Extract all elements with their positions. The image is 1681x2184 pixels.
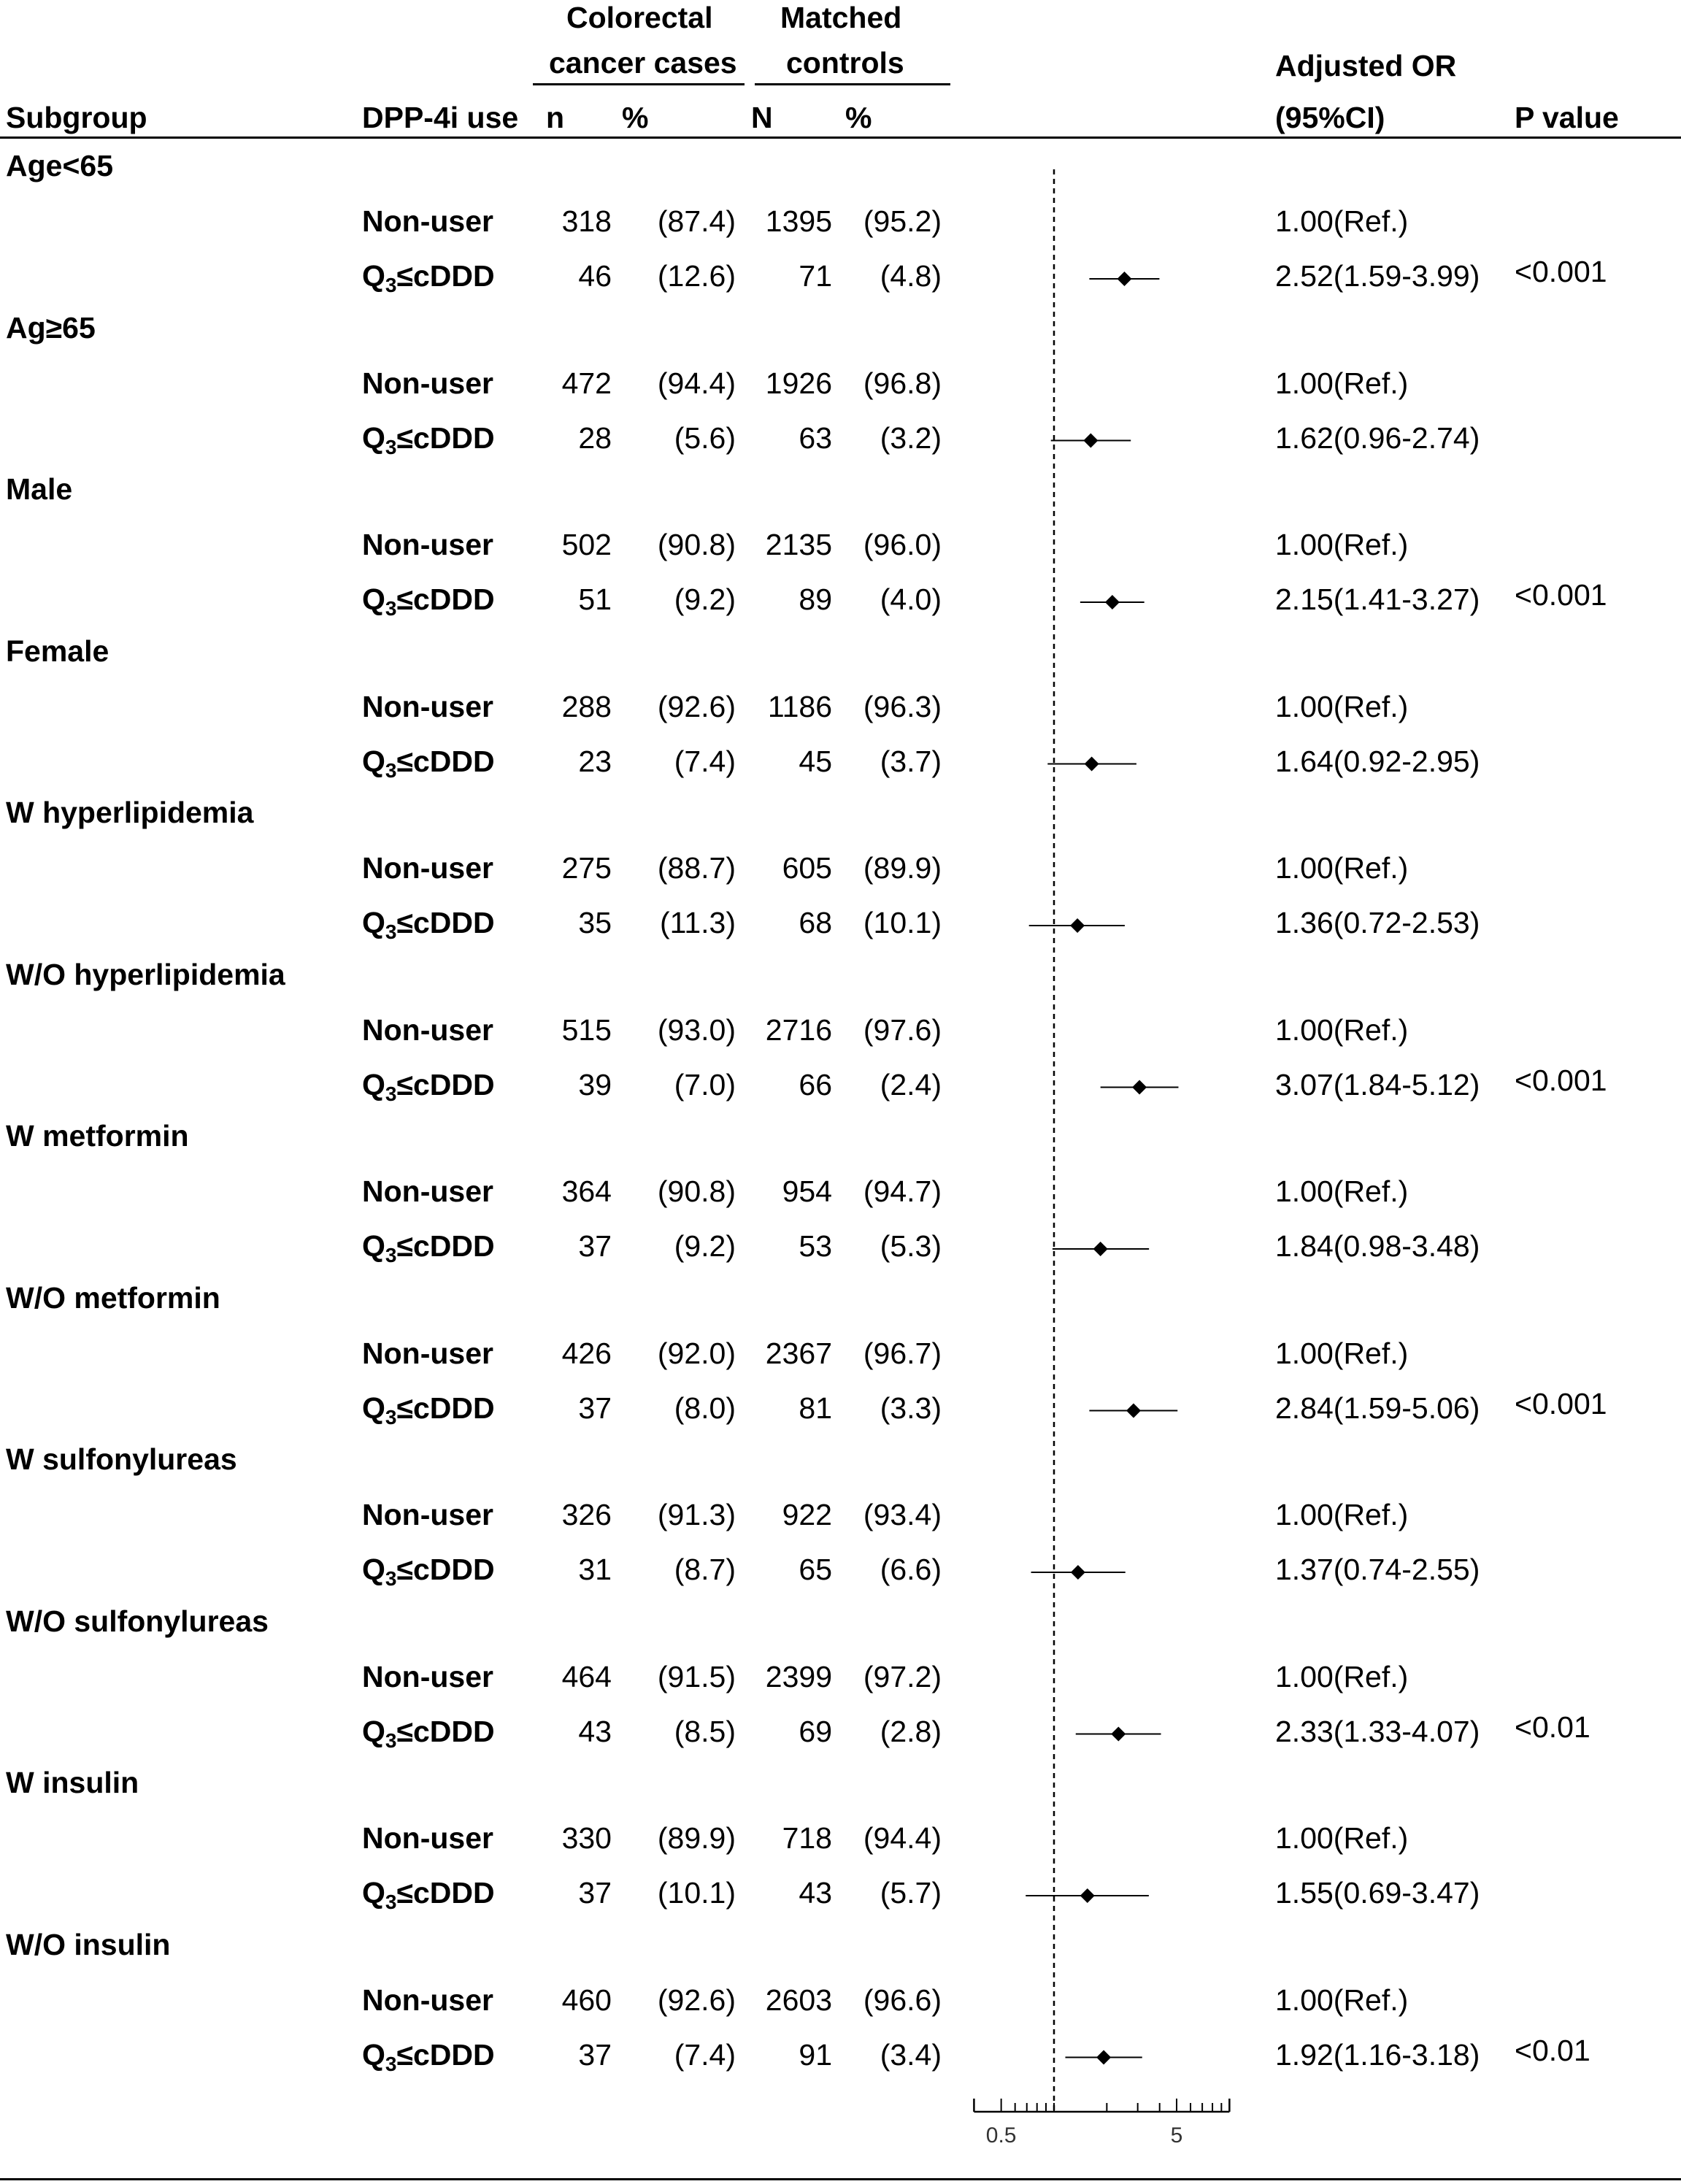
q3-n-value: 28	[578, 420, 612, 455]
or-ci-value: 1.84(0.98-3.48)	[1275, 1229, 1480, 1263]
q3-n-value: 37	[578, 1876, 612, 1910]
nonuser-pct-value: (89.9)	[657, 1821, 736, 1855]
or-ref-value: 1.00(Ref.)	[1275, 1336, 1409, 1370]
p-value: <0.001	[1515, 1063, 1607, 1097]
dpp4i-nonuser-label: Non-user	[362, 1659, 493, 1693]
header-pvalue: P value	[1515, 101, 1619, 134]
q3-pct-value: (8.7)	[674, 1553, 736, 1586]
q3-subscript: 3	[385, 597, 397, 620]
or-ci-value: 1.92(1.16-3.18)	[1275, 2037, 1480, 2072]
dpp4i-nonuser-label: Non-user	[362, 1012, 493, 1047]
q3-pctN-value: (4.8)	[880, 259, 942, 293]
nonuser-pctN-value: (96.3)	[863, 689, 942, 723]
nonuser-N-value: 2399	[765, 1659, 832, 1693]
p-value: <0.001	[1515, 1386, 1607, 1420]
dpp4i-nonuser-label: Non-user	[362, 1336, 493, 1370]
q3-pctN-value: (3.7)	[880, 744, 942, 778]
nonuser-pct-value: (87.4)	[657, 204, 736, 238]
nonuser-pctN-value: (96.7)	[863, 1336, 942, 1370]
or-point	[1083, 434, 1098, 448]
or-point	[1085, 757, 1099, 772]
subgroup-label: W/O hyperlipidemia	[6, 957, 285, 991]
header-or-line1: Adjusted OR	[1275, 49, 1457, 82]
dpp4i-nonuser-label: Non-user	[362, 366, 493, 400]
q3-pctN-value: (4.0)	[880, 582, 942, 616]
dpp4i-nonuser-label: Non-user	[362, 851, 493, 885]
nonuser-pctN-value: (93.4)	[863, 1498, 942, 1531]
q3-n-value: 31	[578, 1553, 612, 1586]
nonuser-N-value: 605	[782, 851, 832, 885]
q3-n-value: 46	[578, 259, 612, 293]
q3-pct-value: (8.0)	[674, 1391, 736, 1425]
q3-prefix: Q	[362, 1391, 385, 1425]
or-point	[1126, 1404, 1141, 1418]
dpp4i-nonuser-label: Non-user	[362, 1983, 493, 2017]
nonuser-n-value: 502	[561, 528, 612, 561]
p-value: <0.01	[1515, 2033, 1590, 2067]
or-ref-value: 1.00(Ref.)	[1275, 851, 1409, 885]
header-pct-cases: %	[622, 101, 649, 134]
q3-N-value: 65	[799, 1553, 832, 1586]
nonuser-N-value: 1186	[767, 689, 832, 723]
or-ci-value: 2.52(1.59-3.99)	[1275, 259, 1480, 293]
q3-pctN-value: (2.8)	[880, 1714, 942, 1748]
subgroup-label: W/O sulfonylureas	[6, 1604, 269, 1638]
dpp4i-nonuser-label: Non-user	[362, 204, 493, 238]
p-value: <0.001	[1515, 255, 1607, 288]
q3-pctN-value: (10.1)	[863, 906, 942, 939]
q3-N-value: 53	[799, 1229, 832, 1263]
nonuser-pctN-value: (96.0)	[863, 528, 942, 561]
q3-suffix: ≤cDDD	[396, 1553, 495, 1586]
or-ci-value: 3.07(1.84-5.12)	[1275, 1067, 1480, 1101]
nonuser-n-value: 472	[561, 366, 612, 400]
q3-subscript: 3	[385, 2052, 397, 2075]
q3-prefix: Q	[362, 1229, 385, 1263]
q3-suffix: ≤cDDD	[396, 744, 495, 778]
nonuser-pctN-value: (95.2)	[863, 204, 942, 238]
q3-subscript: 3	[385, 274, 397, 296]
x-tick-label: 5	[1170, 2123, 1183, 2148]
q3-pct-value: (8.5)	[674, 1714, 736, 1748]
q3-N-value: 91	[799, 2037, 832, 2072]
nonuser-pct-value: (88.7)	[657, 851, 736, 885]
or-point	[1070, 918, 1085, 933]
q3-suffix: ≤cDDD	[396, 1714, 495, 1748]
q3-N-value: 69	[799, 1714, 832, 1748]
nonuser-pctN-value: (94.4)	[863, 1821, 942, 1855]
p-value: <0.001	[1515, 578, 1607, 612]
subgroup-label: W metformin	[6, 1119, 189, 1153]
or-ci-value: 1.36(0.72-2.53)	[1275, 906, 1480, 939]
or-point	[1105, 595, 1120, 610]
dpp4i-nonuser-label: Non-user	[362, 1821, 493, 1855]
nonuser-n-value: 364	[561, 1174, 612, 1208]
nonuser-N-value: 718	[782, 1821, 832, 1855]
nonuser-N-value: 2367	[765, 1336, 832, 1370]
or-ref-value: 1.00(Ref.)	[1275, 528, 1409, 561]
q3-pct-value: (12.6)	[657, 259, 736, 293]
nonuser-pctN-value: (96.6)	[863, 1983, 942, 2017]
q3-n-value: 37	[578, 1391, 612, 1425]
q3-pct-value: (11.3)	[659, 906, 736, 939]
nonuser-n-value: 275	[561, 851, 612, 885]
or-point	[1096, 2050, 1111, 2065]
q3-n-value: 43	[578, 1714, 612, 1748]
q3-pct-value: (10.1)	[657, 1876, 736, 1910]
subgroup-label: W/O metformin	[6, 1280, 220, 1315]
q3-N-value: 45	[799, 744, 832, 778]
nonuser-N-value: 2135	[765, 528, 832, 561]
q3-n-value: 37	[578, 1229, 612, 1263]
header-subgroup: Subgroup	[6, 101, 147, 134]
q3-suffix: ≤cDDD	[396, 420, 495, 455]
q3-subscript: 3	[385, 1567, 397, 1590]
nonuser-N-value: 922	[782, 1498, 832, 1531]
x-tick-label: 0.5	[985, 2123, 1017, 2148]
or-point	[1117, 272, 1131, 286]
q3-N-value: 66	[799, 1067, 832, 1101]
q3-pctN-value: (6.6)	[880, 1553, 942, 1586]
q3-suffix: ≤cDDD	[396, 1229, 495, 1263]
q3-suffix: ≤cDDD	[396, 906, 495, 939]
dpp4i-nonuser-label: Non-user	[362, 1174, 493, 1208]
q3-prefix: Q	[362, 906, 385, 939]
nonuser-pctN-value: (97.2)	[863, 1659, 942, 1693]
nonuser-n-value: 426	[561, 1336, 612, 1370]
nonuser-N-value: 2603	[765, 1983, 832, 2017]
nonuser-pct-value: (90.8)	[657, 528, 736, 561]
nonuser-n-value: 460	[561, 1983, 612, 2017]
nonuser-n-value: 288	[561, 689, 612, 723]
header-cases-line1: Colorectal	[566, 1, 713, 34]
q3-N-value: 71	[799, 259, 832, 293]
or-point	[1132, 1080, 1147, 1095]
dpp4i-nonuser-label: Non-user	[362, 1498, 493, 1531]
q3-N-value: 63	[799, 420, 832, 455]
q3-prefix: Q	[362, 582, 385, 616]
or-ref-value: 1.00(Ref.)	[1275, 366, 1409, 400]
subgroup-label: Male	[6, 472, 73, 506]
subgroup-label: W hyperlipidemia	[6, 796, 254, 829]
q3-subscript: 3	[385, 920, 397, 943]
or-ci-value: 1.55(0.69-3.47)	[1275, 1876, 1480, 1910]
or-ref-value: 1.00(Ref.)	[1275, 1821, 1409, 1855]
nonuser-N-value: 954	[782, 1174, 832, 1208]
subgroup-label: Female	[6, 634, 109, 668]
or-ci-value: 2.84(1.59-5.06)	[1275, 1391, 1480, 1425]
or-ref-value: 1.00(Ref.)	[1275, 1012, 1409, 1047]
nonuser-N-value: 1926	[765, 366, 832, 400]
q3-pct-value: (9.2)	[674, 582, 736, 616]
q3-prefix: Q	[362, 420, 385, 455]
dpp4i-nonuser-label: Non-user	[362, 528, 493, 561]
or-ci-value: 1.62(0.96-2.74)	[1275, 420, 1480, 455]
q3-pctN-value: (5.7)	[880, 1876, 942, 1910]
header-or-line2: (95%CI)	[1275, 101, 1385, 134]
q3-subscript: 3	[385, 1729, 397, 1752]
q3-prefix: Q	[362, 1714, 385, 1748]
header-dpp4i-use: DPP-4i use	[362, 101, 519, 134]
nonuser-n-value: 318	[561, 204, 612, 238]
q3-N-value: 81	[799, 1391, 832, 1425]
or-ci-value: 1.37(0.74-2.55)	[1275, 1553, 1480, 1586]
header-n: n	[546, 101, 565, 134]
nonuser-pct-value: (93.0)	[657, 1012, 736, 1047]
nonuser-pct-value: (90.8)	[657, 1174, 736, 1208]
or-ci-value: 1.64(0.92-2.95)	[1275, 744, 1480, 778]
nonuser-n-value: 515	[561, 1012, 612, 1047]
nonuser-pctN-value: (94.7)	[863, 1174, 942, 1208]
or-point	[1093, 1242, 1108, 1256]
q3-pct-value: (7.4)	[674, 2037, 736, 2072]
q3-n-value: 37	[578, 2037, 612, 2072]
q3-suffix: ≤cDDD	[396, 2037, 495, 2072]
q3-n-value: 39	[578, 1067, 612, 1101]
q3-n-value: 51	[578, 582, 612, 616]
q3-prefix: Q	[362, 744, 385, 778]
p-value: <0.01	[1515, 1710, 1590, 1744]
q3-subscript: 3	[385, 1405, 397, 1429]
q3-prefix: Q	[362, 259, 385, 293]
or-point	[1080, 1888, 1095, 1903]
q3-n-value: 35	[578, 906, 612, 939]
or-ci-value: 2.33(1.33-4.07)	[1275, 1714, 1480, 1748]
subgroup-label: Age<65	[6, 149, 114, 182]
nonuser-pct-value: (92.0)	[657, 1336, 736, 1370]
nonuser-n-value: 326	[561, 1498, 612, 1531]
subgroup-label: W sulfonylureas	[6, 1442, 237, 1476]
q3-prefix: Q	[362, 2037, 385, 2072]
q3-suffix: ≤cDDD	[396, 1391, 495, 1425]
q3-subscript: 3	[385, 1082, 397, 1105]
nonuser-N-value: 1395	[765, 204, 832, 238]
nonuser-n-value: 464	[561, 1659, 612, 1693]
header-pct-controls: %	[845, 101, 872, 134]
or-point	[1071, 1565, 1085, 1580]
q3-subscript: 3	[385, 435, 397, 458]
nonuser-pct-value: (92.6)	[657, 1983, 736, 2017]
or-ref-value: 1.00(Ref.)	[1275, 1498, 1409, 1531]
q3-pct-value: (9.2)	[674, 1229, 736, 1263]
nonuser-pctN-value: (97.6)	[863, 1012, 942, 1047]
nonuser-pct-value: (92.6)	[657, 689, 736, 723]
nonuser-pctN-value: (89.9)	[863, 851, 942, 885]
subgroup-label: Ag≥65	[6, 310, 96, 345]
or-ref-value: 1.00(Ref.)	[1275, 1983, 1409, 2017]
nonuser-pct-value: (94.4)	[657, 366, 736, 400]
q3-N-value: 43	[799, 1876, 832, 1910]
subgroup-label: W/O insulin	[6, 1927, 171, 1961]
q3-subscript: 3	[385, 758, 397, 782]
q3-pctN-value: (2.4)	[880, 1067, 942, 1101]
dpp4i-nonuser-label: Non-user	[362, 689, 493, 723]
q3-N-value: 89	[799, 582, 832, 616]
q3-pct-value: (7.0)	[674, 1067, 736, 1101]
nonuser-pctN-value: (96.8)	[863, 366, 942, 400]
nonuser-n-value: 330	[561, 1821, 612, 1855]
or-ci-value: 2.15(1.41-3.27)	[1275, 582, 1480, 616]
q3-pctN-value: (3.2)	[880, 420, 942, 455]
header-N: N	[751, 101, 773, 134]
q3-suffix: ≤cDDD	[396, 1876, 495, 1910]
or-ref-value: 1.00(Ref.)	[1275, 689, 1409, 723]
or-ref-value: 1.00(Ref.)	[1275, 1659, 1409, 1693]
q3-pctN-value: (3.3)	[880, 1391, 942, 1425]
q3-subscript: 3	[385, 1891, 397, 1913]
q3-subscript: 3	[385, 1244, 397, 1266]
q3-pct-value: (7.4)	[674, 744, 736, 778]
q3-suffix: ≤cDDD	[396, 582, 495, 616]
or-ref-value: 1.00(Ref.)	[1275, 204, 1409, 238]
header-controls-line2: controls	[786, 46, 904, 80]
nonuser-N-value: 2716	[765, 1012, 832, 1047]
q3-suffix: ≤cDDD	[396, 259, 495, 293]
q3-pctN-value: (5.3)	[880, 1229, 942, 1263]
header-controls-line1: Matched	[780, 1, 902, 34]
q3-N-value: 68	[799, 906, 832, 939]
nonuser-pct-value: (91.3)	[657, 1498, 736, 1531]
or-ref-value: 1.00(Ref.)	[1275, 1174, 1409, 1208]
header-cases-line2: cancer cases	[549, 46, 737, 80]
q3-pctN-value: (3.4)	[880, 2037, 942, 2072]
q3-prefix: Q	[362, 1553, 385, 1586]
or-point	[1111, 1727, 1126, 1742]
q3-pct-value: (5.6)	[674, 420, 736, 455]
q3-prefix: Q	[362, 1067, 385, 1101]
q3-suffix: ≤cDDD	[396, 1067, 495, 1101]
subgroup-label: W insulin	[6, 1766, 139, 1799]
q3-n-value: 23	[578, 744, 612, 778]
nonuser-pct-value: (91.5)	[657, 1659, 736, 1693]
q3-prefix: Q	[362, 1876, 385, 1910]
